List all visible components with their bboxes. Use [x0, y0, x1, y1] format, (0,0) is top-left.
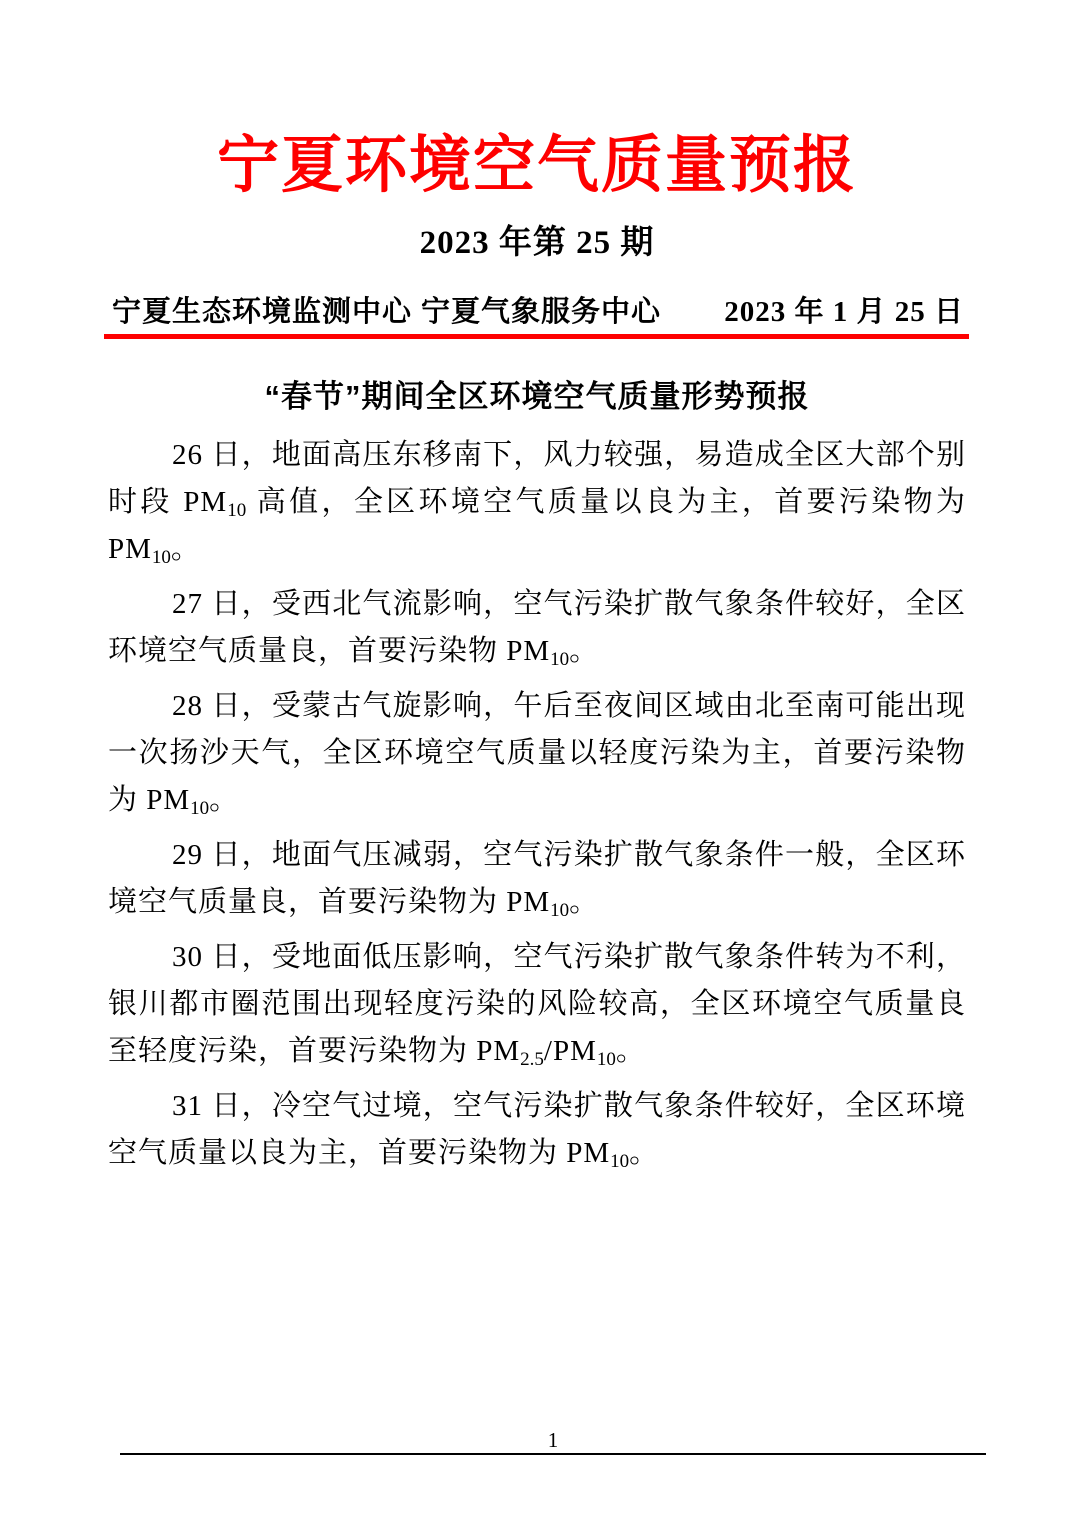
forecast-paragraph [108, 683, 966, 824]
footer-rule [120, 1453, 986, 1455]
paragraph-text: 。 [569, 885, 600, 918]
forecast-paragraph [108, 432, 966, 573]
issue-number: 2023 年第 25 期 [419, 224, 655, 261]
section-title: “春节”期间全区环境空气质量形势预报 [264, 378, 810, 414]
agency-names: 宁夏生态环境监测中心 宁夏气象服务中心 [112, 295, 662, 328]
issue-date: 2023 年 1 月 25 日 [724, 295, 964, 328]
document-title: 宁夏环境空气质量预报 [216, 132, 857, 200]
page-number: 1 [547, 1428, 559, 1452]
pollutant-subscript: 10 [550, 648, 570, 670]
paragraph-text: 。 [629, 1136, 660, 1169]
paragraph-text: 28 日，受蒙古气旋影响，午后至夜间区域由北至南可能出现一次扬沙天气，全区环境空气质量以轻度污染为主，首要污染物为 PM [108, 689, 966, 816]
forecast-paragraph [108, 581, 966, 675]
paragraph-text: 。 [170, 532, 201, 565]
agency-date-row [112, 289, 964, 330]
paragraph-text: 27 日，受西北气流影响，空气污染扩散气象条件较好，全区环境空气质量良，首要污染物 PM [108, 587, 966, 667]
pollutant-subscript: 10 [550, 899, 570, 921]
forecast-paragraph [108, 832, 966, 926]
paragraph-text: 。 [209, 783, 240, 816]
paragraph-text: 。 [569, 634, 600, 667]
paragraph-text: 31 日，冷空气过境，空气污染扩散气象条件较好，全区环境空气质量以良为主，首要污染物为 PM [108, 1089, 966, 1169]
pollutant-subscript: 10 [227, 499, 247, 521]
forecast-paragraphs [108, 432, 966, 1177]
pollutant-subscript: 2.5 [520, 1048, 544, 1070]
header-rule [104, 334, 969, 339]
pollutant-subscript: 10 [190, 797, 210, 819]
paragraph-text: 30 日，受地面低压影响，空气污染扩散气象条件转为不利，银川都市圈范围出现轻度污染的风险较高，全区环境空气质量良至轻度污染，首要污染物为 PM [108, 940, 966, 1067]
forecast-paragraph [108, 934, 966, 1075]
paragraph-text: 29 日，地面气压减弱，空气污染扩散气象条件一般，全区环境空气质量良，首要污染物为 PM [108, 838, 966, 918]
pollutant-subscript: 10 [151, 546, 171, 568]
paragraph-text: /PM [543, 1034, 597, 1067]
paragraph-text: 。 [615, 1034, 646, 1067]
paragraph-text: 26 日，地面高压东移南下，风力较强，易造成全区大部个别时段 PM [108, 438, 966, 518]
pollutant-subscript: 10 [610, 1150, 630, 1172]
pollutant-subscript: 10 [596, 1048, 616, 1070]
forecast-paragraph [108, 1083, 966, 1177]
page-footer [120, 1428, 986, 1455]
paragraph-text: 高值，全区环境空气质量以良为主，首要污染物为 PM [108, 485, 966, 565]
